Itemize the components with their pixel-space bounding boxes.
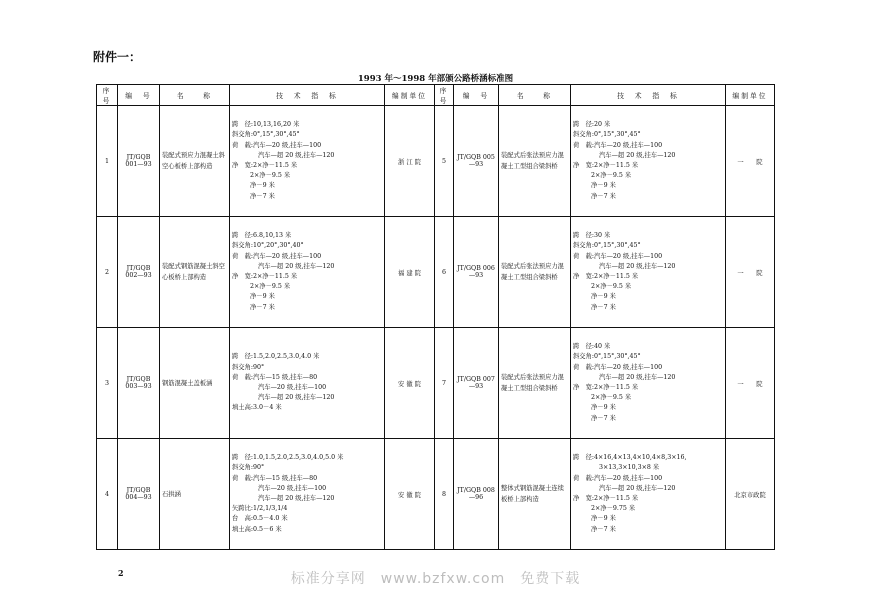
row-number-cell: 3 bbox=[97, 328, 118, 439]
spec-line: 净－7 米 bbox=[250, 192, 275, 200]
spec-line: 斜交角:0°,15°,30°,45° bbox=[232, 131, 300, 139]
name-cell: 石拱涵 bbox=[160, 439, 230, 550]
spec-line: 净－9 米 bbox=[591, 404, 616, 412]
spec-cell bbox=[571, 439, 726, 550]
spec-cell bbox=[230, 439, 385, 550]
spec-cell bbox=[230, 217, 385, 328]
spec-line: 斜交角:90° bbox=[232, 464, 265, 472]
spec-line: 跨 径:1.5,2.0,2.5,3.0,4.0 米 bbox=[232, 353, 320, 361]
spec-line: 荷 载:汽车—20 级,挂车—100 bbox=[232, 252, 322, 260]
spec-cell bbox=[571, 106, 726, 217]
spec-line: 斜交角:0°,15°,30°,45° bbox=[573, 353, 641, 361]
name-cell: 装配式预应力混凝土斜空心板桥上部构造 bbox=[160, 106, 230, 217]
spec-cell bbox=[230, 106, 385, 217]
spec-line: 荷 载:汽车—20 级,挂车—100 bbox=[573, 141, 663, 149]
spec-line: 填土高:3.0－4 米 bbox=[232, 404, 282, 412]
spec-line: 汽车—超 20 级,挂车—120 bbox=[258, 495, 335, 502]
spec-line: 汽车—20 级,挂车—100 bbox=[258, 484, 327, 492]
spec-line: 斜交角:10°,20°,30°,40° bbox=[232, 242, 304, 250]
spec-line: 净－7 米 bbox=[591, 303, 616, 311]
row-number-cell: 6 bbox=[435, 217, 454, 328]
spec-line: 荷 载:汽车—20 级,挂车—100 bbox=[573, 363, 663, 371]
header-cell: 序号 bbox=[97, 85, 118, 106]
spec-line: 净－9 米 bbox=[591, 182, 616, 190]
header-cell: 编制单位 bbox=[385, 85, 435, 106]
row-number-cell: 7 bbox=[435, 328, 454, 439]
spec-cell bbox=[571, 328, 726, 439]
spec-line: 斜交角:0°,15°,30°,45° bbox=[573, 131, 641, 139]
spec-line: 跨 径:1.0,1.5,2.0,2.5,3.0,4.0,5.0 米 bbox=[232, 454, 344, 462]
spec-line: 填土高:0.5－6 米 bbox=[232, 525, 282, 533]
name-cell: 钢筋混凝土盖板涵 bbox=[160, 328, 230, 439]
spec-line: 跨 径:6.8,10,13 米 bbox=[232, 232, 292, 240]
org-cell: 福 建 院 bbox=[385, 217, 435, 328]
header-cell: 技 术 指 标 bbox=[230, 85, 385, 106]
code-cell: JT/GQB 002—93 bbox=[118, 217, 160, 328]
code-cell: JT/GQB 005—93 bbox=[454, 106, 499, 217]
spec-line: 跨 径:4×16,4×13,4×10,4×8,3×16, bbox=[573, 454, 687, 462]
table-row bbox=[97, 328, 775, 439]
spec-line: 荷 载:汽车—20 级,挂车—100 bbox=[232, 141, 322, 149]
spec-line: 跨 径:30 米 bbox=[573, 232, 611, 240]
spec-line: 净 宽:2×净－11.5 米 bbox=[573, 384, 639, 391]
org-cell: 安 徽 院 bbox=[385, 439, 435, 550]
spec-line: 2×净－9.5 米 bbox=[591, 394, 632, 402]
code-cell: JT/GQB 001—93 bbox=[118, 106, 160, 217]
spec-line: 净－7 米 bbox=[591, 525, 616, 533]
spec-line: 汽车—超 20 级,挂车—120 bbox=[599, 151, 676, 159]
spec-line: 净 宽:2×净－11.5 米 bbox=[573, 495, 639, 502]
org-cell: 一 院 bbox=[726, 328, 775, 439]
spec-line: 荷 载:汽车—15 级,挂车—80 bbox=[232, 474, 318, 482]
spec-line: 2×净－9.5 米 bbox=[591, 172, 632, 180]
spec-line: 汽车—超 20 级,挂车—120 bbox=[258, 262, 335, 270]
spec-line: 净 宽:2×净－11.5 米 bbox=[232, 273, 298, 280]
spec-line: 跨 径:20 米 bbox=[573, 121, 611, 129]
org-cell: 北京市政院 bbox=[726, 439, 775, 550]
code-cell: JT/GQB 006—93 bbox=[454, 217, 499, 328]
table-header-row bbox=[97, 85, 775, 106]
spec-line: 净－7 米 bbox=[591, 414, 616, 422]
spec-line: 汽车—超 20 级,挂车—120 bbox=[599, 484, 676, 492]
spec-line: 矢跨比:1/2,1/3,1/4 bbox=[232, 505, 288, 513]
page-number: 2 bbox=[118, 568, 124, 578]
annex-label: 附件一： bbox=[93, 50, 142, 64]
org-cell: 一 院 bbox=[726, 217, 775, 328]
spec-line: 净 宽:2×净－11.5 米 bbox=[232, 162, 298, 169]
header-cell: 名 称 bbox=[160, 85, 230, 106]
org-cell: 一 院 bbox=[726, 106, 775, 217]
header-cell: 编制单位 bbox=[726, 85, 775, 106]
spec-line: 汽车—20 级,挂车—100 bbox=[258, 384, 327, 391]
spec-line: 荷 载:汽车—20 级,挂车—100 bbox=[573, 252, 663, 260]
table-row bbox=[97, 106, 775, 217]
spec-line: 净 宽:2×净－11.5 米 bbox=[573, 162, 639, 169]
spec-line: 斜交角:0°,15°,30°,45° bbox=[573, 242, 641, 250]
spec-line: 跨 径:40 米 bbox=[573, 343, 611, 351]
spec-line: 台 高:0.5－4.0 米 bbox=[232, 515, 288, 523]
spec-line: 跨 径:10,13,16,20 米 bbox=[232, 121, 300, 129]
spec-line: 荷 载:汽车—20 级,挂车—100 bbox=[573, 474, 663, 482]
spec-line: 3×13,3×10,3×8 米 bbox=[599, 464, 660, 472]
header-cell: 编 号 bbox=[118, 85, 160, 106]
spec-line: 汽车—超 20 级,挂车—120 bbox=[599, 262, 676, 270]
spec-line: 2×净－9.5 米 bbox=[591, 283, 632, 291]
spec-line: 2×净－9.5 米 bbox=[250, 283, 291, 291]
code-cell: JT/GQB 003—93 bbox=[118, 328, 160, 439]
row-number-cell: 5 bbox=[435, 106, 454, 217]
spec-cell bbox=[571, 217, 726, 328]
row-number-cell: 4 bbox=[97, 439, 118, 550]
name-cell: 装配式钢筋混凝土斜空心板桥上部构造 bbox=[160, 217, 230, 328]
spec-line: 净－9 米 bbox=[250, 293, 275, 301]
header-cell: 编 号 bbox=[454, 85, 499, 106]
standards-table bbox=[96, 84, 775, 550]
spec-line: 斜交角:90° bbox=[232, 363, 265, 371]
name-cell: 装配式后张法预应力混凝土工型组合梁斜桥 bbox=[499, 217, 571, 328]
row-number-cell: 8 bbox=[435, 439, 454, 550]
spec-line: 净－9 米 bbox=[591, 293, 616, 301]
spec-line: 净－9 米 bbox=[591, 515, 616, 523]
code-cell: JT/GQB 007—93 bbox=[454, 328, 499, 439]
table-row bbox=[97, 217, 775, 328]
name-cell: 整体式钢筋混凝土连续板桥上部构造 bbox=[499, 439, 571, 550]
name-cell: 装配式后张法预应力混凝土工型组合梁斜桥 bbox=[499, 328, 571, 439]
row-number-cell: 1 bbox=[97, 106, 118, 217]
spec-line: 净－9 米 bbox=[250, 182, 275, 190]
name-cell: 装配式后张法预应力混凝土工型组合梁斜桥 bbox=[499, 106, 571, 217]
spec-line: 荷 载:汽车—15 级,挂车—80 bbox=[232, 373, 318, 381]
spec-line: 2×净－9.5 米 bbox=[250, 172, 291, 180]
header-cell: 技 术 指 标 bbox=[571, 85, 726, 106]
spec-cell bbox=[230, 328, 385, 439]
watermark: 标准分享网 www.bzfxw.com 免费下载 bbox=[290, 571, 581, 587]
table-row bbox=[97, 439, 775, 550]
table-title: 1993 年～1998 年部颁公路桥涵标准图 bbox=[357, 74, 514, 84]
code-cell: JT/GQB 008—96 bbox=[454, 439, 499, 550]
row-number-cell: 2 bbox=[97, 217, 118, 328]
spec-line: 汽车—超 20 级,挂车—120 bbox=[258, 151, 335, 159]
org-cell: 浙 江 院 bbox=[385, 106, 435, 217]
spec-line: 汽车—超 20 级,挂车—120 bbox=[599, 373, 676, 381]
spec-line: 2×净－9.75 米 bbox=[591, 505, 636, 513]
header-cell: 序号 bbox=[435, 85, 454, 106]
header-cell: 名 称 bbox=[499, 85, 571, 106]
spec-line: 净－7 米 bbox=[250, 303, 275, 311]
spec-line: 汽车—超 20 级,挂车—120 bbox=[258, 394, 335, 402]
code-cell: JT/GQB 004—93 bbox=[118, 439, 160, 550]
org-cell: 安 徽 院 bbox=[385, 328, 435, 439]
spec-line: 净－7 米 bbox=[591, 192, 616, 200]
spec-line: 净 宽:2×净－11.5 米 bbox=[573, 273, 639, 280]
